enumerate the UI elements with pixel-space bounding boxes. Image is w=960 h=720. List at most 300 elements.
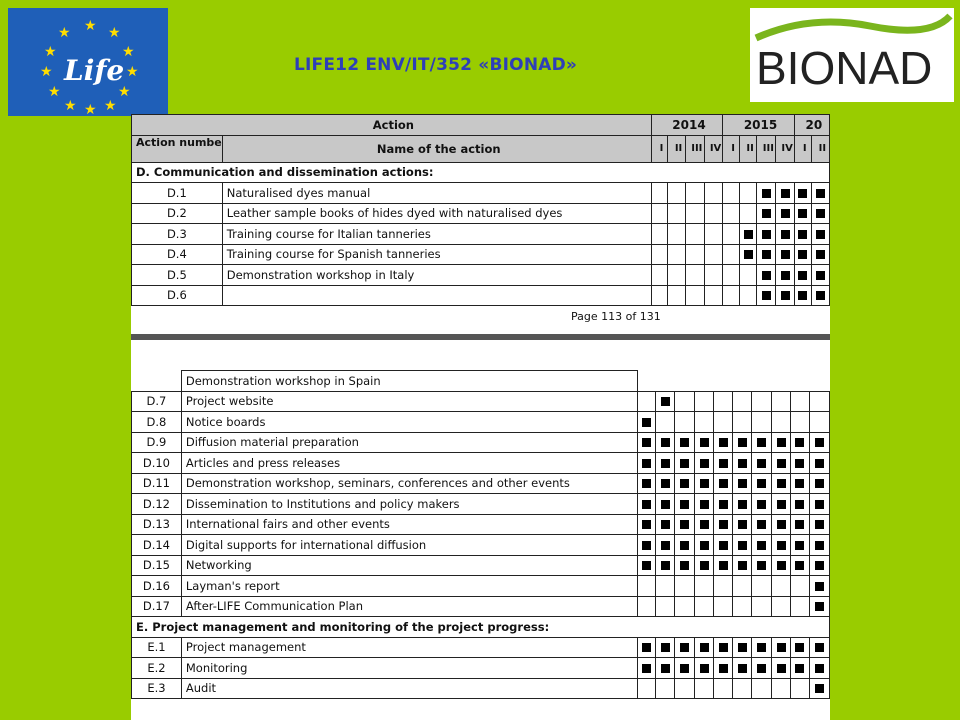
quarter-cell — [809, 432, 829, 453]
quarter-cell — [733, 658, 752, 679]
table-row — [132, 183, 830, 204]
quarter-cell — [809, 494, 829, 515]
activity-mark — [680, 643, 689, 652]
quarter-cell — [675, 555, 695, 576]
quarter-cell — [733, 576, 752, 597]
quarter-cell — [675, 658, 695, 679]
action-number: D.11 — [132, 473, 182, 494]
quarter-cell — [733, 473, 752, 494]
quarter-cell — [772, 535, 791, 556]
quarter-cell — [656, 514, 675, 535]
quarter-cell — [656, 391, 675, 412]
year-header: 2014 — [651, 115, 723, 136]
table-row — [132, 203, 830, 224]
action-number: D.5 — [132, 265, 223, 286]
quarter-cell — [695, 678, 714, 699]
section-row — [132, 617, 830, 638]
quarter-cell — [733, 494, 752, 515]
quarter-cell — [772, 453, 791, 474]
quarter-cell — [811, 224, 829, 245]
quarter-cell — [651, 183, 668, 204]
quarter-cell — [791, 412, 810, 433]
activity-mark — [816, 271, 825, 280]
activity-mark — [777, 561, 786, 570]
quarter-cell — [739, 203, 756, 224]
quarter-cell — [772, 412, 791, 433]
activity-mark — [680, 664, 689, 673]
action-number: D.14 — [132, 535, 182, 556]
quarter-cell — [739, 244, 756, 265]
activity-mark — [815, 602, 824, 611]
activity-mark — [700, 664, 709, 673]
activity-mark — [777, 438, 786, 447]
quarter-cell — [651, 285, 668, 306]
quarter-cell — [714, 494, 733, 515]
quarter-cell — [752, 658, 772, 679]
activity-mark — [642, 520, 651, 529]
activity-mark — [661, 438, 670, 447]
table-row — [132, 265, 830, 286]
quarter-cell — [685, 244, 704, 265]
action-name: Training course for Spanish tanneries — [222, 244, 651, 265]
activity-mark — [700, 520, 709, 529]
activity-mark — [661, 541, 670, 550]
quarter-cell — [772, 678, 791, 699]
action-name: Naturalised dyes manual — [222, 183, 651, 204]
header-row-quarters — [132, 135, 830, 162]
quarter-cell — [794, 265, 811, 286]
eu-life-logo — [8, 8, 168, 116]
quarter-cell — [714, 432, 733, 453]
quarter-cell — [714, 453, 733, 474]
page-footer: Page 113 of 131 — [571, 310, 661, 323]
page-separator — [131, 334, 830, 340]
activity-mark — [815, 664, 824, 673]
quarter-cell — [772, 473, 791, 494]
activity-mark — [816, 250, 825, 259]
action-number-header: Action numbe — [132, 135, 223, 162]
quarter-cell — [772, 514, 791, 535]
activity-mark — [795, 664, 804, 673]
svg-text:BIONAD: BIONAD — [756, 42, 933, 94]
activity-mark — [757, 541, 766, 550]
quarter-cell — [791, 637, 810, 658]
action-name: Demonstration workshop, seminars, conferences and other events — [181, 473, 637, 494]
document-excerpt — [131, 114, 830, 720]
quarter-cell — [809, 576, 829, 597]
action-number: D.13 — [132, 514, 182, 535]
quarter-cell — [752, 555, 772, 576]
activity-mark — [757, 520, 766, 529]
activity-mark — [738, 479, 747, 488]
quarter-cell — [637, 658, 656, 679]
eu-stars-icon — [8, 8, 168, 116]
quarter-cell — [733, 412, 752, 433]
activity-mark — [777, 500, 786, 509]
activity-mark — [816, 230, 825, 239]
quarter-cell — [733, 391, 752, 412]
activity-mark — [798, 250, 807, 259]
activity-mark — [700, 479, 709, 488]
quarter-cell — [637, 596, 656, 617]
activity-mark — [795, 520, 804, 529]
action-name: Monitoring — [181, 658, 637, 679]
quarter-cell — [675, 432, 695, 453]
activity-mark — [815, 520, 824, 529]
action-name: Project website — [181, 391, 637, 412]
activity-mark — [744, 250, 753, 259]
quarter-cell — [668, 244, 685, 265]
quarter-cell — [733, 637, 752, 658]
table-row — [132, 244, 830, 265]
quarter-cell — [675, 535, 695, 556]
quarter-cell — [811, 285, 829, 306]
quarter-cell — [752, 678, 772, 699]
activity-mark — [815, 500, 824, 509]
quarter-cell — [809, 514, 829, 535]
table-row — [132, 576, 830, 597]
activity-mark — [757, 643, 766, 652]
quarter-cell — [668, 285, 685, 306]
svg-text:★: ★ — [58, 25, 71, 41]
quarter-cell — [791, 494, 810, 515]
svg-text:★: ★ — [40, 64, 53, 80]
activity-mark — [642, 479, 651, 488]
quarter-cell — [752, 494, 772, 515]
quarter-cell — [809, 473, 829, 494]
quarter-cell — [637, 432, 656, 453]
table-row — [132, 637, 830, 658]
svg-text:★: ★ — [84, 18, 97, 34]
quarter-cell — [656, 473, 675, 494]
quarter-cell — [695, 412, 714, 433]
activity-mark — [680, 479, 689, 488]
quarter-cell — [752, 453, 772, 474]
action-name: Layman's report — [181, 576, 637, 597]
quarter-cell — [809, 658, 829, 679]
quarter-cell — [809, 412, 829, 433]
activity-mark — [661, 459, 670, 468]
activity-mark — [795, 479, 804, 488]
quarter-cell — [685, 265, 704, 286]
quarter-cell — [704, 224, 722, 245]
quarter-cell — [752, 473, 772, 494]
action-number: D.8 — [132, 412, 182, 433]
activity-mark — [798, 189, 807, 198]
quarter-cell — [791, 555, 810, 576]
table-row — [132, 391, 830, 412]
activity-mark — [642, 459, 651, 468]
quarter-cell — [794, 203, 811, 224]
activity-mark — [798, 230, 807, 239]
quarter-cell — [809, 678, 829, 699]
quarter-cell — [714, 535, 733, 556]
quarter-cell — [675, 453, 695, 474]
quarter-cell — [739, 285, 756, 306]
action-number: D.1 — [132, 183, 223, 204]
quarter-cell — [668, 265, 685, 286]
quarter-cell — [637, 637, 656, 658]
quarter-cell — [733, 453, 752, 474]
quarter-header: II — [668, 135, 685, 162]
activity-mark — [795, 541, 804, 550]
activity-mark — [757, 479, 766, 488]
continued-row — [132, 371, 830, 392]
quarter-cell — [733, 514, 752, 535]
activity-mark — [781, 230, 790, 239]
quarter-cell — [791, 432, 810, 453]
activity-mark — [816, 209, 825, 218]
continued-name: Demonstration workshop in Spain — [181, 371, 637, 392]
table-row — [132, 678, 830, 699]
quarter-cell — [656, 432, 675, 453]
quarter-cell — [809, 535, 829, 556]
svg-text:★: ★ — [64, 98, 77, 114]
svg-text:★: ★ — [104, 98, 117, 114]
quarter-cell — [637, 473, 656, 494]
quarter-cell — [791, 473, 810, 494]
activity-mark — [642, 418, 651, 427]
quarter-cell — [772, 576, 791, 597]
table-row — [132, 596, 830, 617]
quarter-cell — [695, 473, 714, 494]
quarter-cell — [757, 265, 776, 286]
activity-mark — [798, 291, 807, 300]
activity-mark — [762, 189, 771, 198]
quarter-cell — [656, 678, 675, 699]
table-row — [132, 412, 830, 433]
activity-mark — [816, 291, 825, 300]
activity-mark — [781, 189, 790, 198]
quarter-cell — [695, 596, 714, 617]
activity-mark — [798, 209, 807, 218]
activity-mark — [744, 230, 753, 239]
quarter-cell — [757, 224, 776, 245]
slide-title: LIFE12 ENV/IT/352 «BIONAD» — [294, 55, 578, 75]
activity-mark — [680, 438, 689, 447]
quarter-cell — [791, 596, 810, 617]
action-name: Networking — [181, 555, 637, 576]
quarter-cell — [675, 514, 695, 535]
activity-mark — [700, 459, 709, 468]
activity-mark — [700, 438, 709, 447]
quarter-cell — [637, 412, 656, 433]
quarter-cell — [656, 576, 675, 597]
quarter-cell — [656, 453, 675, 474]
quarter-cell — [772, 658, 791, 679]
activity-mark — [738, 459, 747, 468]
quarter-cell — [752, 637, 772, 658]
quarter-cell — [791, 535, 810, 556]
quarter-cell — [776, 203, 794, 224]
quarter-cell — [714, 514, 733, 535]
quarter-cell — [668, 224, 685, 245]
activity-mark — [762, 291, 771, 300]
activity-mark — [738, 643, 747, 652]
table-row — [132, 535, 830, 556]
activity-mark — [757, 500, 766, 509]
quarter-cell — [772, 494, 791, 515]
quarter-cell — [752, 412, 772, 433]
action-number: D.16 — [132, 576, 182, 597]
quarter-cell — [739, 265, 756, 286]
activity-mark — [719, 479, 728, 488]
activity-mark — [762, 209, 771, 218]
quarter-cell — [714, 412, 733, 433]
action-name: Articles and press releases — [181, 453, 637, 474]
section-heading: E. Project management and monitoring of the project progress: — [132, 617, 830, 638]
quarter-cell — [675, 678, 695, 699]
quarter-cell — [733, 535, 752, 556]
quarter-header: I — [651, 135, 668, 162]
action-number: D.7 — [132, 391, 182, 412]
quarter-cell — [809, 555, 829, 576]
quarter-cell — [723, 224, 740, 245]
activity-mark — [700, 561, 709, 570]
quarter-cell — [776, 285, 794, 306]
quarter-cell — [675, 494, 695, 515]
activity-mark — [680, 459, 689, 468]
activity-mark — [738, 664, 747, 673]
activity-mark — [781, 250, 790, 259]
action-header: Action — [132, 115, 652, 136]
activity-mark — [815, 582, 824, 591]
quarter-cell — [704, 265, 722, 286]
quarter-cell — [811, 183, 829, 204]
quarter-cell — [772, 432, 791, 453]
activity-mark — [738, 438, 747, 447]
quarter-cell — [723, 203, 740, 224]
activity-mark — [738, 520, 747, 529]
activity-mark — [700, 500, 709, 509]
quarter-header: III — [757, 135, 776, 162]
action-number: E.3 — [132, 678, 182, 699]
svg-text:★: ★ — [44, 44, 57, 60]
activity-mark — [719, 561, 728, 570]
gantt-table-page1 — [131, 114, 830, 306]
svg-text:★: ★ — [122, 44, 135, 60]
svg-text:★: ★ — [108, 25, 121, 41]
activity-mark — [816, 189, 825, 198]
quarter-cell — [757, 183, 776, 204]
quarter-cell — [668, 203, 685, 224]
quarter-cell — [685, 224, 704, 245]
quarter-header: I — [723, 135, 740, 162]
quarter-cell — [704, 244, 722, 265]
quarter-header: I — [794, 135, 811, 162]
quarter-cell — [651, 244, 668, 265]
action-name: Diffusion material preparation — [181, 432, 637, 453]
quarter-cell — [704, 183, 722, 204]
activity-mark — [815, 541, 824, 550]
quarter-cell — [723, 265, 740, 286]
action-number: D.4 — [132, 244, 223, 265]
activity-mark — [738, 541, 747, 550]
quarter-cell — [772, 637, 791, 658]
action-name: Demonstration workshop in Italy — [222, 265, 651, 286]
bionad-logo — [750, 8, 954, 102]
quarter-cell — [637, 514, 656, 535]
activity-mark — [815, 643, 824, 652]
quarter-header: IV — [704, 135, 722, 162]
quarter-cell — [772, 391, 791, 412]
table-row — [132, 432, 830, 453]
quarter-cell — [695, 514, 714, 535]
activity-mark — [815, 479, 824, 488]
quarter-header: II — [811, 135, 829, 162]
table-row — [132, 285, 830, 306]
quarter-cell — [776, 224, 794, 245]
page1-rows — [132, 183, 830, 306]
quarter-cell — [772, 596, 791, 617]
table-row — [132, 494, 830, 515]
quarter-cell — [704, 203, 722, 224]
action-name — [222, 285, 651, 306]
action-number: D.15 — [132, 555, 182, 576]
activity-mark — [762, 250, 771, 259]
action-name: After-LIFE Communication Plan — [181, 596, 637, 617]
quarter-cell — [791, 576, 810, 597]
svg-text:★: ★ — [48, 84, 61, 100]
activity-mark — [719, 459, 728, 468]
action-name: Dissemination to Institutions and policy makers — [181, 494, 637, 515]
activity-mark — [680, 500, 689, 509]
activity-mark — [719, 438, 728, 447]
quarter-cell — [695, 637, 714, 658]
activity-mark — [661, 479, 670, 488]
quarter-cell — [776, 183, 794, 204]
quarter-cell — [637, 494, 656, 515]
svg-text:★: ★ — [126, 64, 139, 80]
quarter-cell — [637, 555, 656, 576]
quarter-cell — [794, 285, 811, 306]
quarter-cell — [739, 183, 756, 204]
activity-mark — [738, 500, 747, 509]
quarter-cell — [685, 183, 704, 204]
activity-mark — [719, 541, 728, 550]
activity-mark — [642, 561, 651, 570]
activity-mark — [719, 520, 728, 529]
page2-rows-e — [132, 637, 830, 699]
activity-mark — [777, 459, 786, 468]
quarter-header: IV — [776, 135, 794, 162]
quarter-cell — [714, 678, 733, 699]
activity-mark — [777, 541, 786, 550]
activity-mark — [815, 459, 824, 468]
quarter-cell — [695, 576, 714, 597]
action-number: E.2 — [132, 658, 182, 679]
svg-text:★: ★ — [118, 84, 131, 100]
quarter-cell — [723, 285, 740, 306]
activity-mark — [700, 643, 709, 652]
quarter-cell — [637, 678, 656, 699]
quarter-cell — [752, 535, 772, 556]
quarter-cell — [656, 412, 675, 433]
svg-text:Life: Life — [64, 54, 125, 87]
quarter-cell — [637, 391, 656, 412]
action-name: Leather sample books of hides dyed with naturalised dyes — [222, 203, 651, 224]
quarter-cell — [656, 596, 675, 617]
activity-mark — [680, 561, 689, 570]
year-header: 20 — [794, 115, 829, 136]
activity-mark — [757, 561, 766, 570]
quarter-cell — [675, 637, 695, 658]
svg-text:★: ★ — [84, 102, 97, 116]
activity-mark — [777, 664, 786, 673]
activity-mark — [661, 643, 670, 652]
activity-mark — [661, 520, 670, 529]
quarter-cell — [723, 183, 740, 204]
